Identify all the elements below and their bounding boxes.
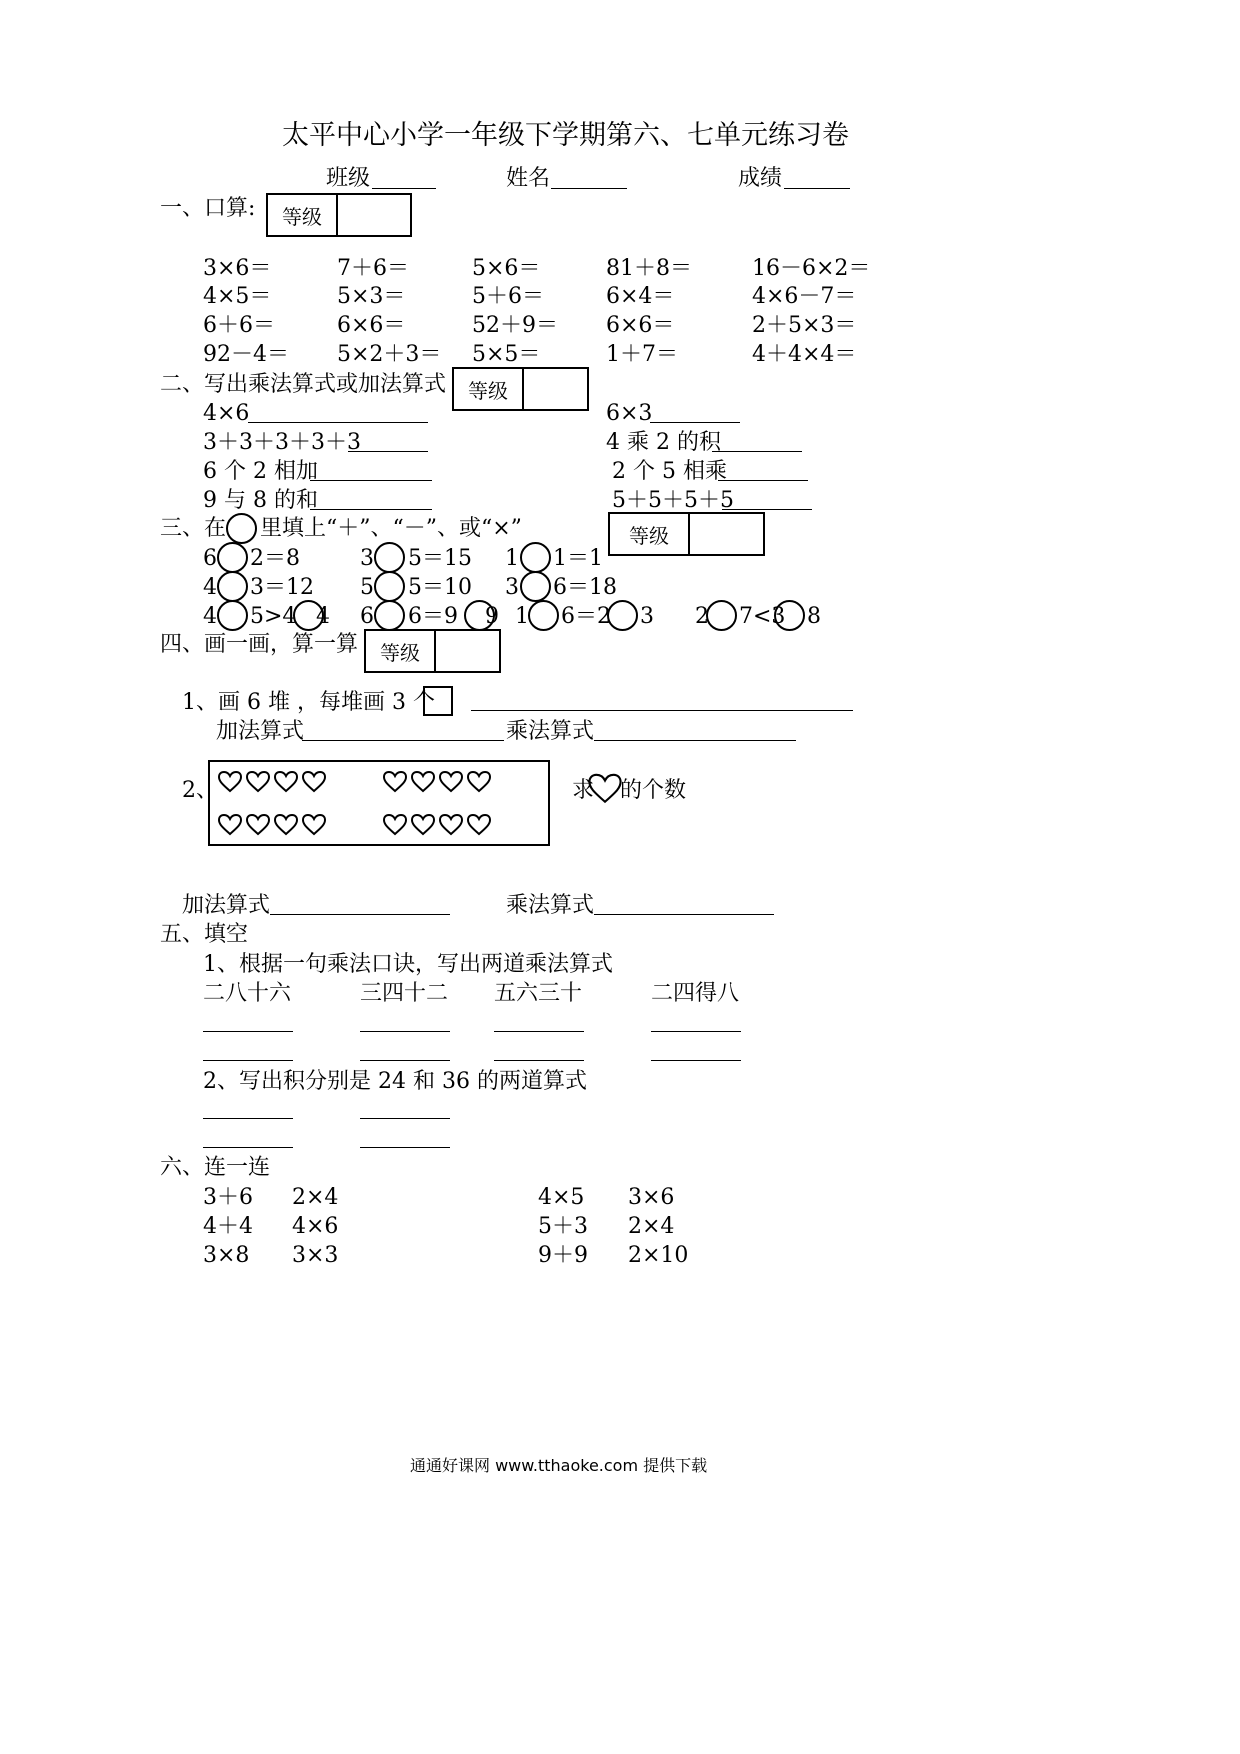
- drawing-line[interactable]: [471, 710, 853, 711]
- score-blank[interactable]: [784, 188, 850, 189]
- heart-icon: [439, 814, 463, 836]
- s1-item: 5×6＝: [472, 256, 541, 281]
- answer-line[interactable]: [360, 1031, 450, 1032]
- s1-item: 5＋6＝: [472, 284, 544, 309]
- answer-line[interactable]: [203, 1118, 293, 1119]
- s6-item[interactable]: 3×6: [628, 1185, 675, 1210]
- square-icon: [423, 686, 453, 716]
- answer-line[interactable]: [310, 480, 432, 481]
- grade-input[interactable]: [524, 369, 587, 409]
- s3-expr: 2＝8: [250, 546, 300, 571]
- answer-line[interactable]: [270, 914, 450, 915]
- heart-icon: [302, 814, 326, 836]
- s1-item: 6×6＝: [337, 313, 406, 338]
- s3-heading-a: 三、在: [160, 516, 227, 541]
- grade-input[interactable]: [436, 631, 499, 671]
- heart-icon: [439, 771, 463, 793]
- s2-left-item: 4×6: [203, 401, 250, 426]
- class-label: 班级: [326, 166, 371, 191]
- s3-expr: 5＝10: [408, 575, 472, 600]
- heart-icon: [588, 773, 622, 805]
- answer-line[interactable]: [302, 740, 504, 741]
- s1-item: 6×4＝: [606, 284, 675, 309]
- heart-icon: [467, 771, 491, 793]
- s6-heading: 六、连一连: [160, 1155, 271, 1180]
- answer-line[interactable]: [594, 914, 774, 915]
- s1-heading: 一、口算:: [160, 196, 256, 221]
- s4-mul-label: 乘法算式: [506, 719, 595, 744]
- s5-q2: 2、写出积分别是 24 和 36 的两道算式: [203, 1069, 587, 1094]
- answer-line[interactable]: [203, 1060, 293, 1061]
- operator-circle[interactable]: [217, 600, 248, 631]
- s3-expr: 6＝18: [553, 575, 617, 600]
- answer-line[interactable]: [722, 509, 812, 510]
- answer-line[interactable]: [203, 1147, 293, 1148]
- heart-icon: [411, 771, 435, 793]
- s3-expr: 5>4: [250, 604, 297, 629]
- s1-item: 6＋6＝: [203, 313, 275, 338]
- s5-koujue: 二八十六: [203, 981, 292, 1006]
- s5-koujue: 三四十二: [360, 981, 449, 1006]
- s2-left-item: 9 与 8 的和: [203, 488, 318, 513]
- s1-item: 92－4＝: [203, 342, 289, 367]
- operator-circle[interactable]: [520, 571, 551, 602]
- grade-label: 等级: [268, 195, 338, 235]
- answer-line[interactable]: [651, 1031, 741, 1032]
- s1-item: 16－6×2＝: [752, 256, 871, 281]
- s4-add-label: 加法算式: [216, 719, 305, 744]
- name-label: 姓名: [506, 166, 551, 191]
- grade-label: 等级: [366, 631, 436, 671]
- s3-expr: 6＝9: [408, 604, 458, 629]
- s6-item[interactable]: 2×10: [628, 1243, 689, 1268]
- s3-num: 2: [695, 604, 709, 629]
- operator-circle[interactable]: [520, 542, 551, 573]
- s1-grade-box: [266, 193, 412, 237]
- s1-item: 4＋4×4＝: [752, 342, 857, 367]
- s3-num: 6: [203, 546, 217, 571]
- s5-koujue: 五六三十: [494, 981, 583, 1006]
- s3-num: 8: [807, 604, 821, 629]
- heart-icon: [302, 771, 326, 793]
- s5-heading: 五、填空: [160, 922, 249, 947]
- s1-item: 4×5＝: [203, 284, 272, 309]
- answer-line[interactable]: [494, 1031, 584, 1032]
- s2-left-item: 6 个 2 相加: [203, 459, 318, 484]
- s1-item: 7＋6＝: [337, 256, 409, 281]
- s1-item: 52＋9＝: [472, 313, 558, 338]
- operator-circle[interactable]: [217, 542, 248, 573]
- operator-circle[interactable]: [374, 542, 405, 573]
- s3-expr: 5＝15: [408, 546, 472, 571]
- answer-line[interactable]: [248, 422, 428, 423]
- s6-item[interactable]: 9＋9: [538, 1243, 588, 1268]
- s1-item: 5×2＋3＝: [337, 342, 442, 367]
- s3-num: 5: [360, 575, 374, 600]
- heart-icon: [411, 814, 435, 836]
- answer-line[interactable]: [310, 509, 432, 510]
- answer-line[interactable]: [594, 740, 796, 741]
- grade-label: 等级: [610, 514, 690, 554]
- s6-item[interactable]: 3×3: [292, 1243, 339, 1268]
- s4-q1: 1、画 6 堆 ，每堆画 3 个: [182, 690, 435, 715]
- s3-heading-b: 里填上“＋”、“－”、或“×”: [260, 516, 522, 541]
- answer-line[interactable]: [203, 1031, 293, 1032]
- heart-icon: [218, 814, 242, 836]
- heart-icon: [246, 771, 270, 793]
- answer-line[interactable]: [360, 1060, 450, 1061]
- s3-num: 4: [316, 604, 330, 629]
- answer-line[interactable]: [494, 1060, 584, 1061]
- answer-line[interactable]: [712, 451, 802, 452]
- s3-grade-box: [608, 512, 765, 556]
- s4-heading: 四、画一画，算一算: [160, 632, 359, 657]
- page-title: 太平中心小学一年级下学期第六、七单元练习卷: [282, 120, 849, 151]
- s3-expr: 1＝1: [553, 546, 603, 571]
- s1-item: 6×6＝: [606, 313, 675, 338]
- circle-icon: [226, 513, 257, 544]
- s3-num: 6: [360, 604, 374, 629]
- s5-koujue: 二四得八: [651, 981, 740, 1006]
- s4-mul-label: 乘法算式: [506, 893, 595, 918]
- s4-add-label: 加法算式: [182, 893, 271, 918]
- s3-num: 4: [203, 604, 217, 629]
- answer-line[interactable]: [348, 451, 428, 452]
- s2-left-item: 3＋3＋3＋3＋3: [203, 430, 361, 455]
- s3-expr: 6＝2: [561, 604, 611, 629]
- heart-icon: [383, 814, 407, 836]
- s1-item: 4×6－7＝: [752, 284, 857, 309]
- s6-item[interactable]: 3×8: [203, 1243, 250, 1268]
- name-blank[interactable]: [551, 188, 627, 189]
- s6-item[interactable]: 5＋3: [538, 1214, 588, 1239]
- grade-input[interactable]: [338, 195, 410, 235]
- answer-line[interactable]: [718, 480, 808, 481]
- operator-circle[interactable]: [374, 571, 405, 602]
- s4-q2-num: 2、: [182, 778, 218, 803]
- operator-circle[interactable]: [774, 600, 805, 631]
- s4-q2-text-a: 求: [572, 778, 595, 803]
- s4-grade-box: [364, 629, 501, 673]
- s1-item: 5×3＝: [337, 284, 406, 309]
- heart-icon: [383, 771, 407, 793]
- s1-item: 1＋7＝: [606, 342, 678, 367]
- s2-right-item: 5＋5＋5＋5: [612, 488, 734, 513]
- s3-num: 4: [203, 575, 217, 600]
- s6-item[interactable]: 2×4: [292, 1185, 339, 1210]
- heart-icon: [467, 814, 491, 836]
- answer-line[interactable]: [360, 1147, 450, 1148]
- answer-line[interactable]: [650, 422, 740, 423]
- s2-grade-box: [452, 367, 589, 411]
- s3-expr: 7<3: [739, 604, 786, 629]
- operator-circle[interactable]: [528, 600, 559, 631]
- s3-num: 3: [505, 575, 519, 600]
- s1-item: 5×5＝: [472, 342, 541, 367]
- heart-icon: [274, 771, 298, 793]
- s2-right-item: 6×3: [606, 401, 653, 426]
- operator-circle[interactable]: [607, 600, 638, 631]
- s6-item[interactable]: 4×6: [292, 1214, 339, 1239]
- s2-heading: 二、写出乘法算式或加法算式: [160, 372, 447, 397]
- operator-circle[interactable]: [217, 571, 248, 602]
- s1-item: 81＋8＝: [606, 256, 692, 281]
- s3-num: 3: [640, 604, 654, 629]
- heart-icon: [274, 814, 298, 836]
- footer: 通通好课网 www.tthaoke.com 提供下载: [410, 1456, 708, 1475]
- s4-q2-text-b: 的个数: [620, 778, 687, 803]
- s6-item[interactable]: 4＋4: [203, 1214, 253, 1239]
- s5-q1: 1、根据一句乘法口诀，写出两道乘法算式: [203, 952, 613, 977]
- score-label: 成绩: [738, 166, 783, 191]
- operator-circle[interactable]: [706, 600, 737, 631]
- s1-item: 2＋5×3＝: [752, 313, 857, 338]
- s3-num: 9: [485, 604, 499, 629]
- s1-item: 3×6＝: [203, 256, 272, 281]
- s3-num: 1: [505, 546, 519, 571]
- grade-input[interactable]: [690, 514, 763, 554]
- heart-icon: [218, 771, 242, 793]
- s2-right-item: 2 个 5 相乘: [612, 459, 727, 484]
- s6-item[interactable]: 3＋6: [203, 1185, 253, 1210]
- s6-item[interactable]: 2×4: [628, 1214, 675, 1239]
- s6-item[interactable]: 4×5: [538, 1185, 585, 1210]
- s3-expr: 3＝12: [250, 575, 314, 600]
- class-blank[interactable]: [372, 188, 436, 189]
- s2-right-item: 4 乘 2 的积: [606, 430, 721, 455]
- operator-circle[interactable]: [374, 600, 405, 631]
- heart-icon: [246, 814, 270, 836]
- grade-label: 等级: [454, 369, 524, 409]
- answer-line[interactable]: [360, 1118, 450, 1119]
- answer-line[interactable]: [651, 1060, 741, 1061]
- s3-num: 1: [515, 604, 529, 629]
- s3-num: 3: [360, 546, 374, 571]
